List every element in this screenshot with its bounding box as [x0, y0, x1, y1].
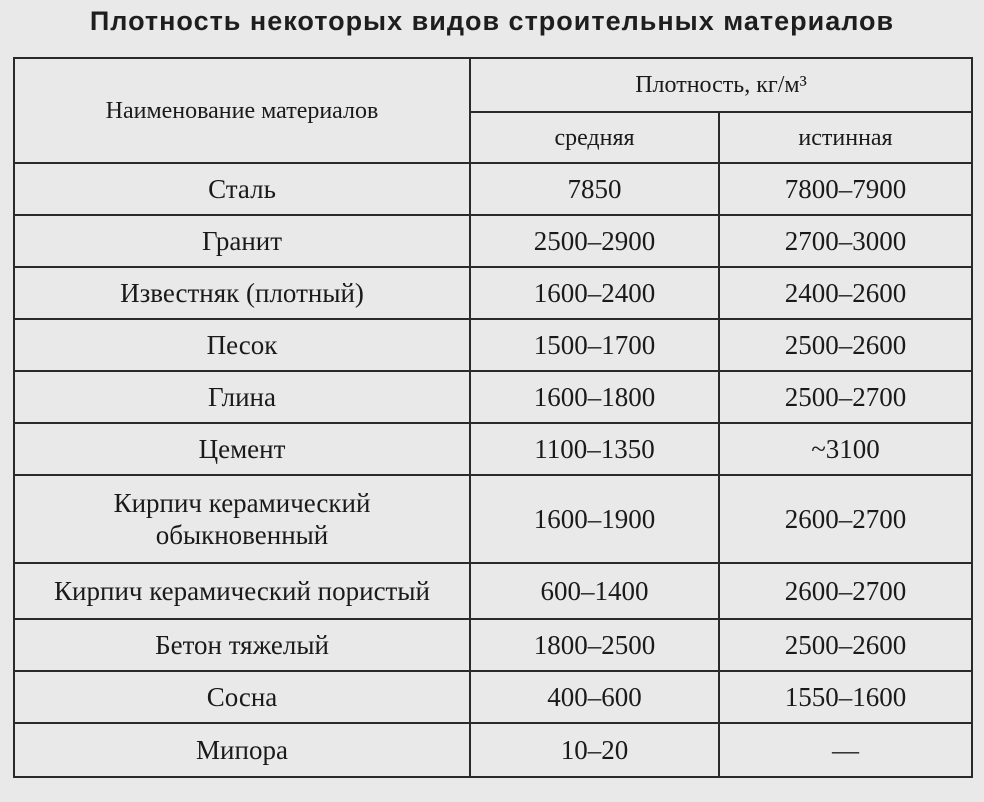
average-density-cell: 1500–1700: [470, 319, 719, 371]
average-density-cell: 7850: [470, 163, 719, 215]
table-row: [14, 475, 972, 563]
true-density-cell: 2500–2700: [719, 371, 972, 423]
true-density-cell: 2700–3000: [719, 215, 972, 267]
table-row: [14, 163, 972, 215]
material-name-cell: Песок: [14, 319, 470, 371]
true-density-cell: 2500–2600: [719, 619, 972, 671]
average-density-cell: 10–20: [470, 723, 719, 777]
average-density-cell: 1600–1900: [470, 475, 719, 563]
true-density-cell: ~3100: [719, 423, 972, 475]
true-density-cell: 2600–2700: [719, 475, 972, 563]
table-row: [14, 371, 972, 423]
average-density-cell: 1800–2500: [470, 619, 719, 671]
material-name-line: Кирпич керамический: [113, 488, 371, 518]
table-row: [14, 267, 972, 319]
average-density-cell: 400–600: [470, 671, 719, 723]
average-density-cell: 1600–1800: [470, 371, 719, 423]
true-density-cell: 7800–7900: [719, 163, 972, 215]
true-density-cell: 2600–2700: [719, 563, 972, 619]
true-density-cell: 2500–2600: [719, 319, 972, 371]
header-material-name: Наименование материалов: [14, 58, 470, 163]
table-row: [14, 423, 972, 475]
header-true: истинная: [719, 112, 972, 163]
average-density-cell: 1600–2400: [470, 267, 719, 319]
material-name-cell: Цемент: [14, 423, 470, 475]
table-row: [14, 671, 972, 723]
material-name-cell: Сталь: [14, 163, 470, 215]
material-name-line: обыкновенный: [155, 520, 329, 550]
header-density: Плотность, кг/м³: [470, 58, 972, 112]
average-density-cell: 600–1400: [470, 563, 719, 619]
material-name-cell: Известняк (плотный): [14, 267, 470, 319]
true-density-cell: 1550–1600: [719, 671, 972, 723]
material-name-cell: Мипора: [14, 723, 470, 777]
average-density-cell: 1100–1350: [470, 423, 719, 475]
table-row: [14, 619, 972, 671]
table-row: [14, 563, 972, 619]
table-row: [14, 319, 972, 371]
material-name-cell: [14, 475, 470, 563]
material-name-cell: Глина: [14, 371, 470, 423]
header-average: средняя: [470, 112, 719, 163]
material-name-cell: Кирпич керамический пористый: [14, 563, 470, 619]
table-row: [14, 723, 972, 777]
material-name-cell: Сосна: [14, 671, 470, 723]
material-name-cell: Гранит: [14, 215, 470, 267]
page-title: Плотность некоторых видов строительных материалов: [89, 6, 895, 36]
material-name-cell: Бетон тяжелый: [14, 619, 470, 671]
average-density-cell: 2500–2900: [470, 215, 719, 267]
table-row: [14, 215, 972, 267]
true-density-cell: —: [719, 723, 972, 777]
true-density-cell: 2400–2600: [719, 267, 972, 319]
density-table: [13, 57, 973, 778]
